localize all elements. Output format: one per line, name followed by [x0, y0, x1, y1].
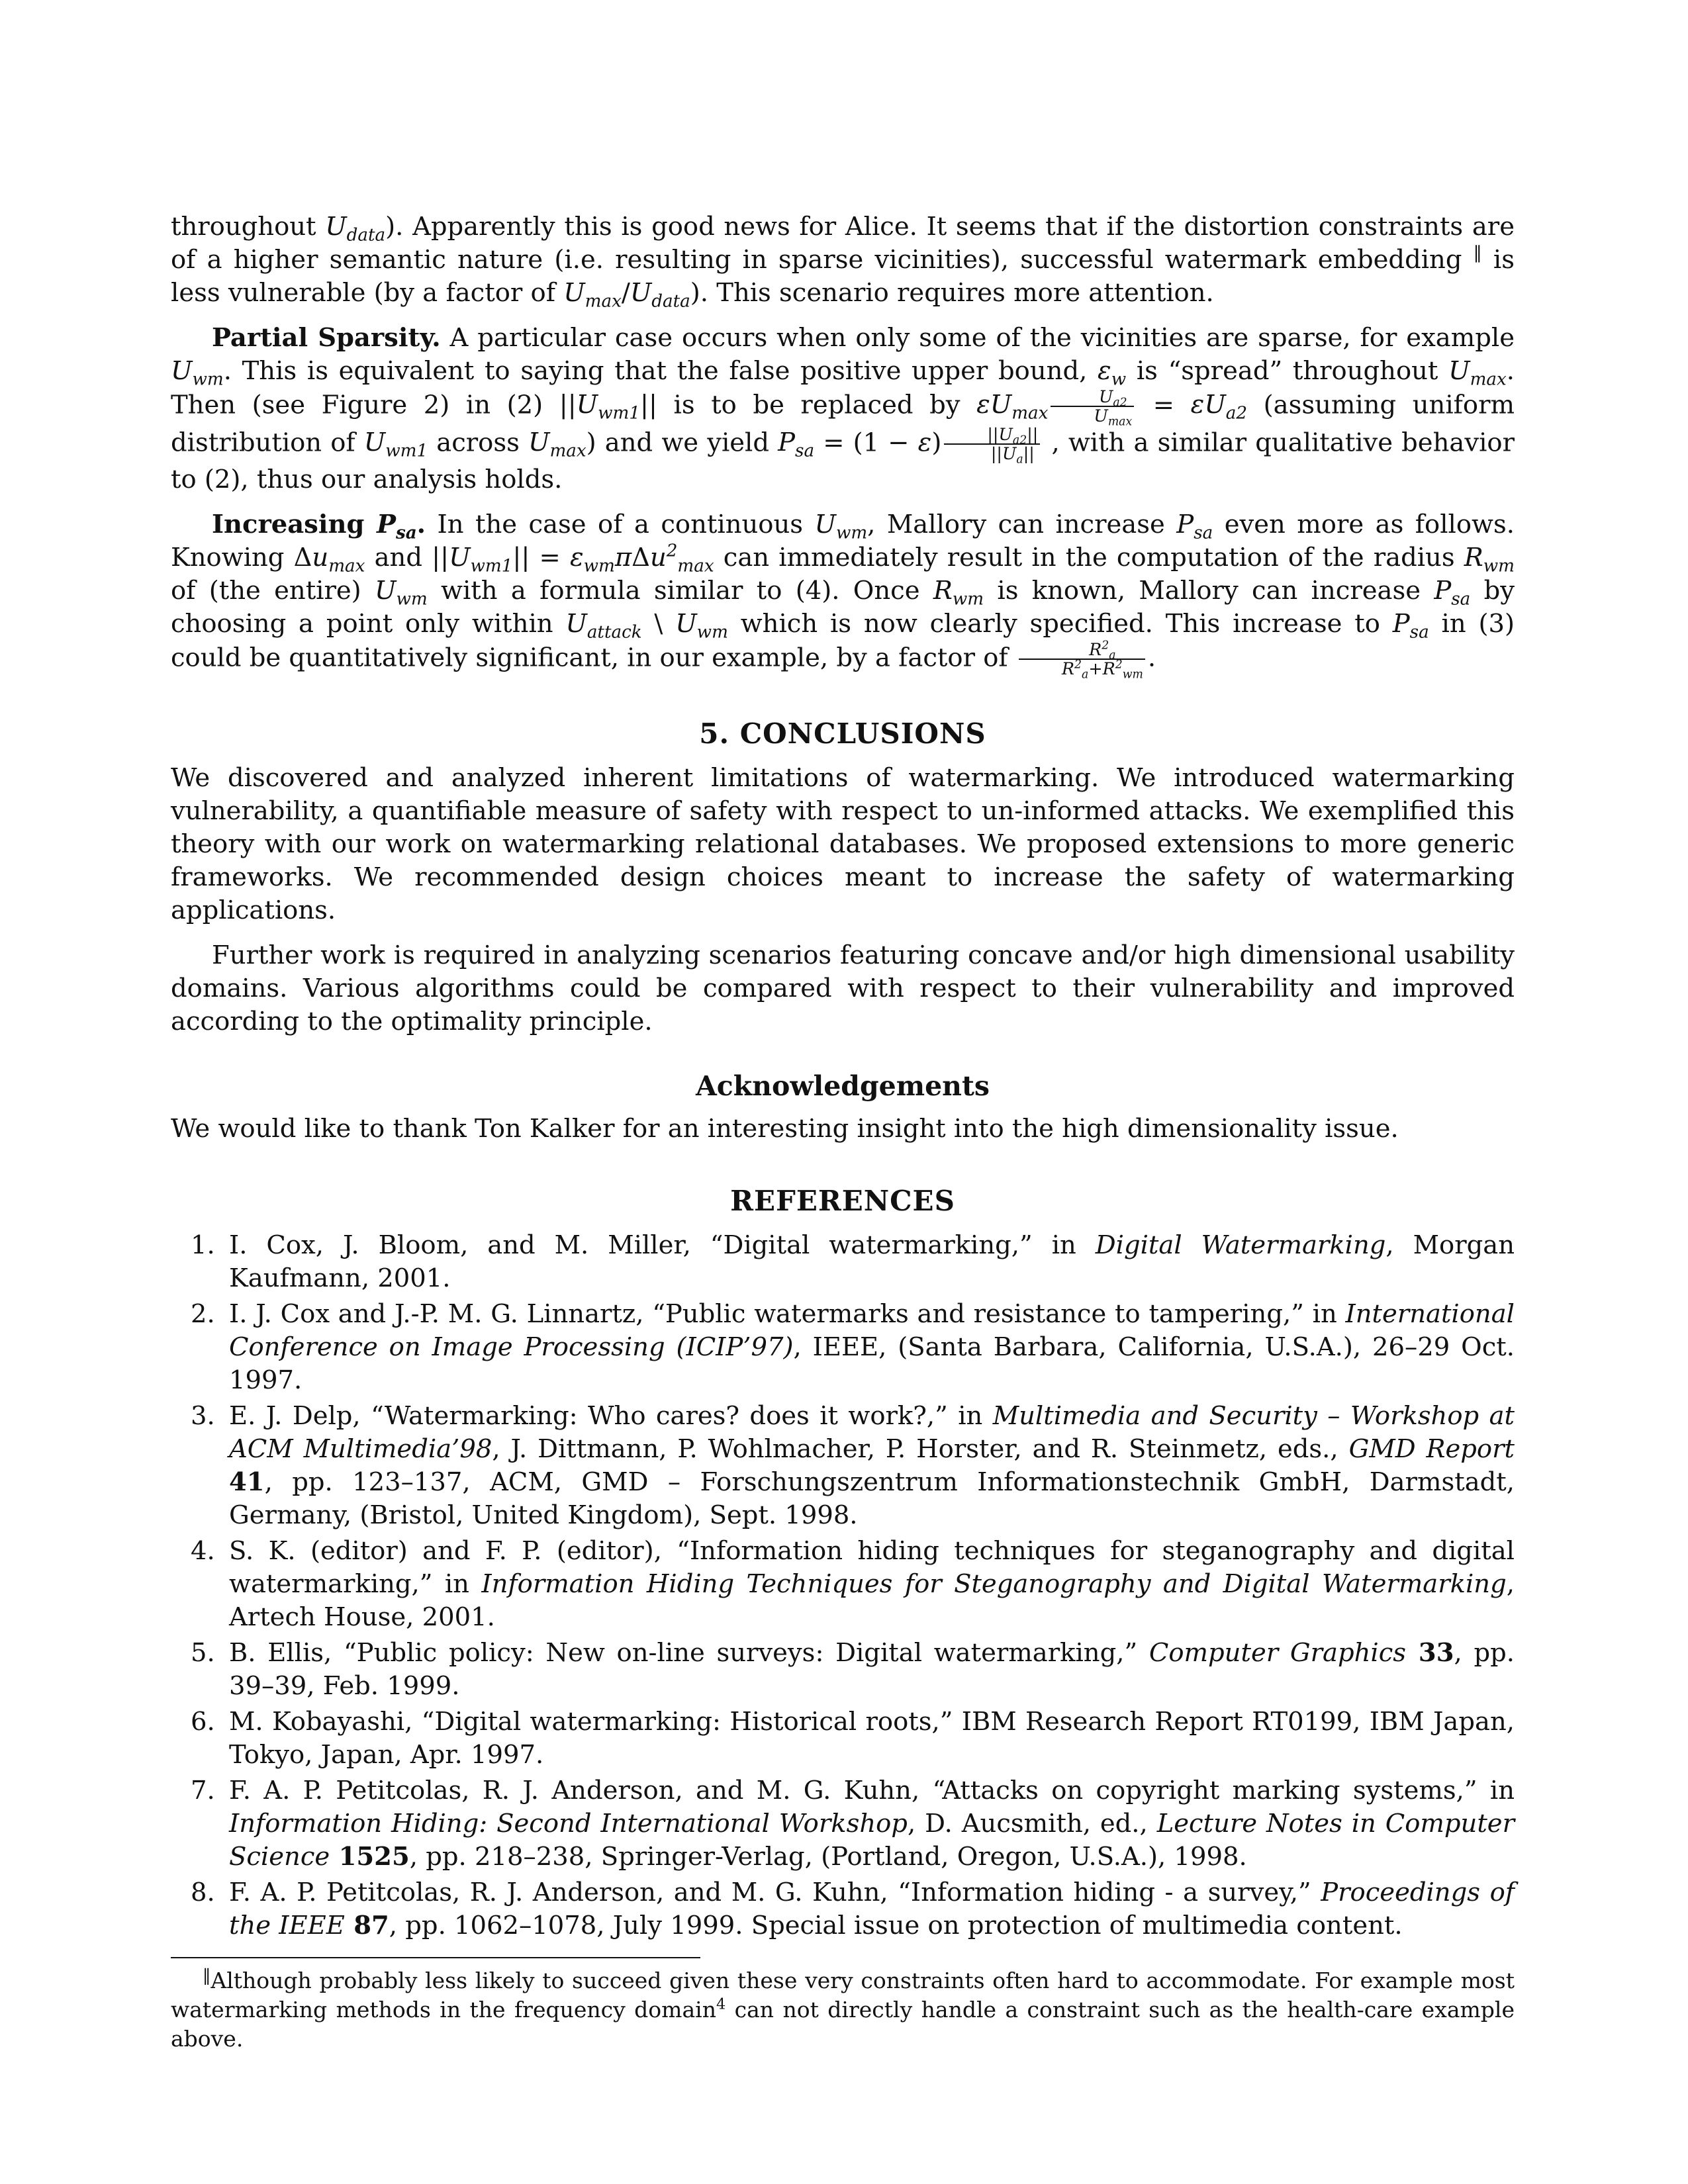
footnote-divider [171, 1957, 700, 1958]
reference-item: 4. S. K. (editor) and F. P. (editor), “Information hiding techniques for steganography and digital watermarking,” in Information Hiding Techniques for Steganography and Digital Watermarking, Artech House, 2001. [191, 1535, 1515, 1632]
footnote-marker: ‖ [1473, 243, 1482, 263]
paragraph-heading: Increasing $P_{sa}$. [212, 509, 426, 543]
fraction: $\frac{||U_{a2}||}{||U_a||}$ [944, 426, 1040, 463]
reference-item: 3. E. J. Delp, “Watermarking: Who cares? does it work?,” in Multimedia and Security – Workshop at ACM Multimedia’98, J. Dittmann, P. Wohlmacher, P. Horster, and R. Steinmetz, eds., GMD Report 41, pp. 123–137, ACM, GMD – Forschungszentrum Informationstechnik GmbH, Darmstadt, Germany, (Bristol, United Kingdom), Sept. 1998. [191, 1400, 1515, 1530]
paragraph-heading: Partial Sparsity. [212, 323, 441, 353]
fraction: $\frac{U_{a2}}{U_{max}}$ [1051, 388, 1134, 426]
fraction: $\frac{R^2_a}{R^2_a+R^2_{wm}}$ [1019, 641, 1145, 678]
section-heading-conclusions: 5. CONCLUSIONS [699, 717, 986, 750]
reference-item: 8. F. A. P. Petitcolas, R. J. Anderson, and M. G. Kuhn, “Information hiding - a survey,” Proceedings of the IEEE 87, pp. 1062–1078, July 1999. Special issue on protection of multimedia content. [191, 1877, 1515, 1940]
paragraph-increasing-psa: Increasing $P_{sa}$. In the case of a continuous $U_{wm}$, Mallory can increase $P_{sa}$ even more as follows. Knowing $\Delta u_{max}$ and $||U_{wm1}|| = \varepsilon_{wm}\pi\Delta u^2_{max}$ can immediately result in the computation of the radius $R_{wm}$ of (the entire) $U_{wm}$ with a formula similar to (4). Once $R_{wm}$ is known, Mallory can increase $P_{sa}$ by choosing a point only within $U_{attack}$ \ $U_{wm}$ which is now clearly specified. This increase to $P_{sa}$ in (3) could be quantitatively significant, in our example, by a factor of $\frac{R^2_a}{R^2_a+R^2_{wm}}$ . [171, 509, 1515, 682]
reference-item: 6. M. Kobayashi, “Digital watermarking: Historical roots,” IBM Research Report RT0199, IBM Japan, Tokyo, Japan, Apr. 1997. [191, 1706, 1515, 1770]
paragraph-partial-sparsity: Partial Sparsity. A particular case occurs when only some of the vicinities are sparse, for example $U_{wm}$. This is equivalent to saying that the false positive upper bound, $\varepsilon_w$ is “spread” throughout $U_{max}$. Then (see Figure 2) in (2) $||U_{wm1}||$ is to be replaced by $\varepsilon U_{max}$ $\frac{U_{a2}}{U_{max}}$ = $\varepsilon U_{a2}$ (assuming uniform distribution of $U_{wm1}$ across $U_{max}$) and we yield $P_{sa} = (1 - \varepsilon)$ $\frac{||U_{a2}||}{||U_a||}$ , with a similar qualitative behavior to (2), thus our analysis holds. [171, 323, 1515, 494]
reference-item: 5. B. Ellis, “Public policy: New on-line surveys: Digital watermarking,” Computer Graphics 33, pp. 39–39, Feb. 1999. [191, 1637, 1515, 1701]
reference-list [171, 1229, 1515, 1942]
acknowledgements-text: We would like to thank Ton Kalker for an interesting insight into the high dimensionality issue. [171, 1113, 1399, 1144]
paper-page [171, 210, 1515, 2054]
paragraph-sparsity-intro: throughout $U_{data}$). Apparently this is good news for Alice. It seems that if the distortion constraints are of a higher semantic nature (i.e. resulting in sparse vicinities), successful watermark embedding ‖ is less vulnerable (by a factor of $U_{max}/U_{data}$). This scenario requires more attention. [171, 212, 1515, 312]
conclusions-paragraph: Further work is required in analyzing scenarios featuring concave and/or high dimensional usability domains. Various algorithms could be compared with respect to their vulnerability and improved according to the optimality principle. [171, 940, 1515, 1036]
reference-item: 7. F. A. P. Petitcolas, R. J. Anderson, and M. G. Kuhn, “Attacks on copyright marking systems,” in Information Hiding: Second International Workshop, D. Aucsmith, ed., Lecture Notes in Computer Science 1525, pp. 218–238, Springer-Verlag, (Portland, Oregon, U.S.A.), 1998. [191, 1775, 1515, 1872]
section-heading-references: REFERENCES [730, 1184, 955, 1217]
footnote: ‖Although probably less likely to succeed given these very constraints often hard to accommodate. For example most watermarking methods in the frequency domain$^4$ can not directly handle a constraint such as the health-care example above. [171, 1965, 1515, 2052]
section-heading-acknowledgements: Acknowledgements [695, 1069, 990, 1102]
conclusions-paragraph: We discovered and analyzed inherent limitations of watermarking. We introduced watermarking vulnerability, a quantifiable measure of safety with respect to un-informed attacks. We exemplified this theory with our work on watermarking relational databases. We proposed extensions to more generic frameworks. We recommended design choices meant to increase the safety of watermarking applications. [171, 762, 1515, 925]
reference-item: 2. I. J. Cox and J.-P. M. G. Linnartz, “Public watermarks and resistance to tampering,” in International Conference on Image Processing (ICIP’97), IEEE, (Santa Barbara, California, U.S.A.), 26–29 Oct. 1997. [191, 1298, 1515, 1395]
reference-item: 1. I. Cox, J. Bloom, and M. Miller, “Digital watermarking,” in Digital Watermarking, Morgan Kaufmann, 2001. [191, 1230, 1515, 1293]
